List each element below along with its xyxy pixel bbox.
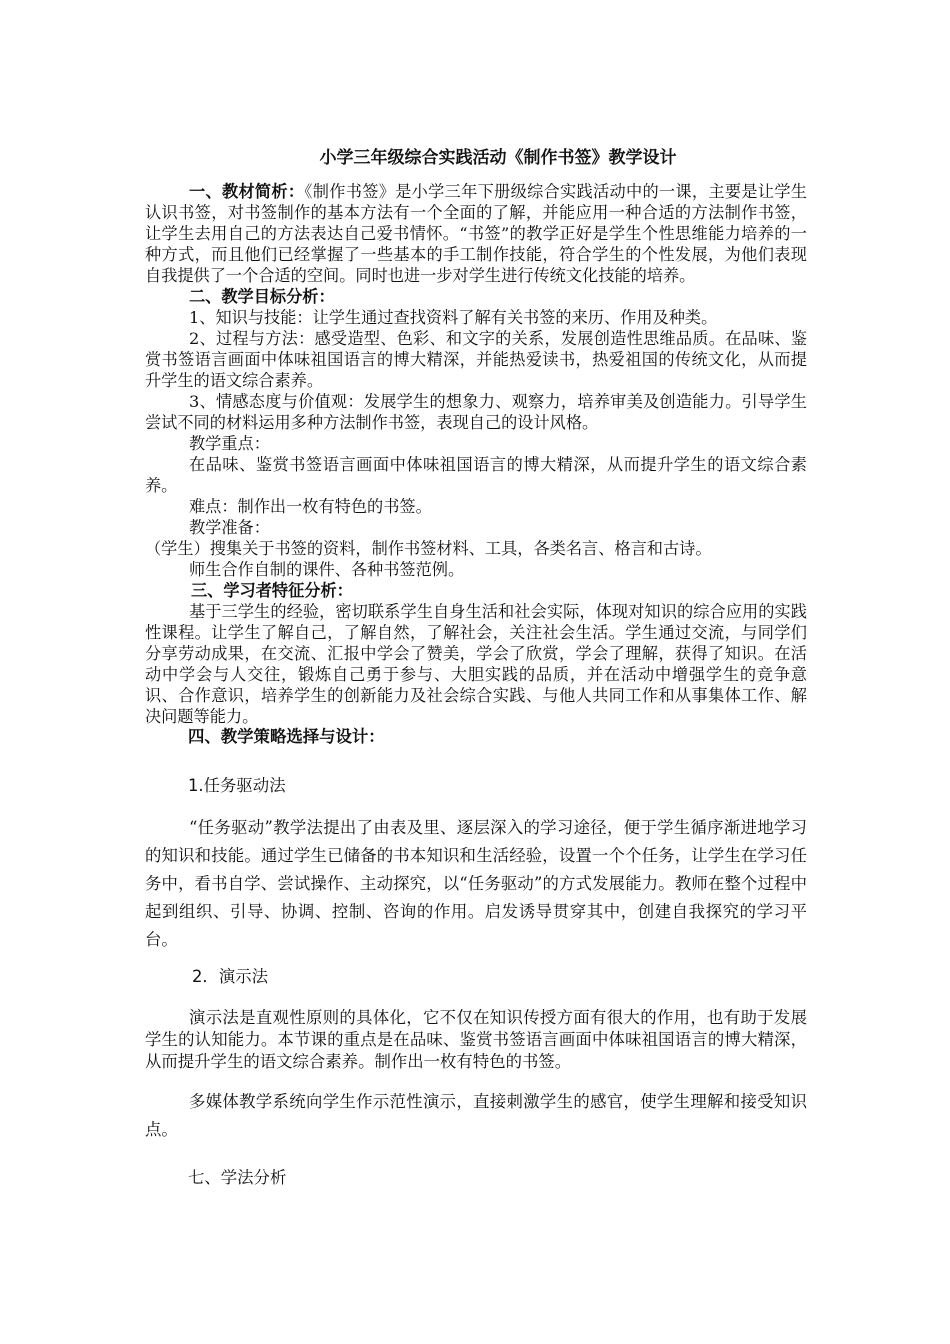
- preparation-student: （学生）搜集关于书签的资料，制作书签材料、工具，各类名言、格言和古诗。: [145, 539, 712, 558]
- method-2-text: 演示法是直观性原则的具体化，它不仅在知识传授方面有很大的作用，也有助于发展学生的认知能力。本节课的重点是在品味、鉴赏书签语言画面中体味祖国语言的博大精深，从而提升学生的语文综合素养。制作出一枚有特色的书签。: [145, 1008, 807, 1071]
- key-point-text: 在品味、鉴赏书签语言画面中体味祖国语言的博大精深，从而提升学生的语文综合素养。: [145, 455, 807, 495]
- preparation-teacher: 师生合作自制的课件、各种书签范例。: [189, 560, 465, 579]
- difficulty-text: 难点：制作出一枚有特色的书签。: [189, 497, 432, 516]
- section-2-heading: 二、教学目标分析：: [189, 287, 335, 306]
- method-1-heading: 1.任务驱动法: [188, 776, 286, 795]
- section-7-heading: 七、学法分析: [188, 1168, 287, 1187]
- section-3-heading: 三、学习者特征分析：: [191, 581, 353, 600]
- method-2-extra-text: 多媒体教学系统向学生作示范性演示，直接刺激学生的感官，使学生理解和接受知识点。: [145, 1092, 807, 1139]
- section-1-paragraph: [145, 181, 807, 286]
- section-3-text: 基于三学生的经验，密切联系学生自身生活和社会实际，体现对知识的综合应用的实践性课程。让学生了解自己，了解自然，了解社会，关注社会生活。学生通过交流，与同学们分享劳动成果，在交流、汇报中学会了赞美，学会了欣赏，学会了理解，获得了知识。在活动中学会与人交往，锻炼自己勇于参与、大胆实践的品质，并在活动中增强学生的竞争意识、合作意识，培养学生的创新能力及社会综合实践、与他人共同工作和从事集体工作、解决问题等能力。: [145, 602, 807, 726]
- goal-1: 1、知识与技能：让学生通过查找资料了解有关书签的来历、作用及种类。: [189, 308, 718, 327]
- document-title: 小学三年级综合实践活动《制作书签》教学设计: [319, 148, 677, 168]
- section-1-text: 《制作书签》是小学三年下册级综合实践活动中的一课，主要是让学生认识书签，对书签制作的基本方法有一个全面的了解，并能应用一种合适的方法制作书签，让学生去用自己的方法表达自己爱书情怀。“书签”的教学正好是学生个性思维能力培养的一种方式，而且他们已经掌握了一些基本的手工制作技能，符合学生的个性发展，为他们表现自我提供了一个合适的空间。同时也进一步对学生进行传统文化技能的培养。: [145, 182, 807, 285]
- goal-3: 3、情感态度与价值观：发展学生的想象力、观察力，培养审美及创造能力。引导学生尝试不同的材料运用多种方法制作书签，表现自己的设计风格。: [145, 392, 807, 432]
- goal-2: 2、过程与方法：感受造型、色彩、和文字的关系，发展创造性思维品质。在品味、鉴赏书签语言画面中体味祖国语言的博大精深，并能热爱读书，热爱祖国的传统文化，从而提升学生的语文综合素养。: [145, 329, 807, 390]
- key-point-heading: 教学重点：: [189, 434, 270, 453]
- section-4-heading: 四、教学策略选择与设计：: [188, 727, 385, 746]
- method-2-heading: 2．演示法: [192, 967, 268, 986]
- section-1-block: [145, 181, 807, 727]
- method-1-text: “任务驱动”教学法提出了由表及里、逐层深入的学习途径，便于学生循序渐进地学习的知识和技能。通过学生已储备的书本知识和生活经验，设置一个个任务，让学生在学习任务中，看书自学、尝试操作、主动探究，以“任务驱动”的方式发展能力。教师在整个过程中起到组织、引导、协调、控制、咨询的作用。启发诱导贯穿其中，创建自我探究的学习平台。: [145, 818, 807, 949]
- section-1-heading: 一、教材简析：: [189, 182, 305, 201]
- preparation-heading: 教学准备：: [189, 518, 270, 537]
